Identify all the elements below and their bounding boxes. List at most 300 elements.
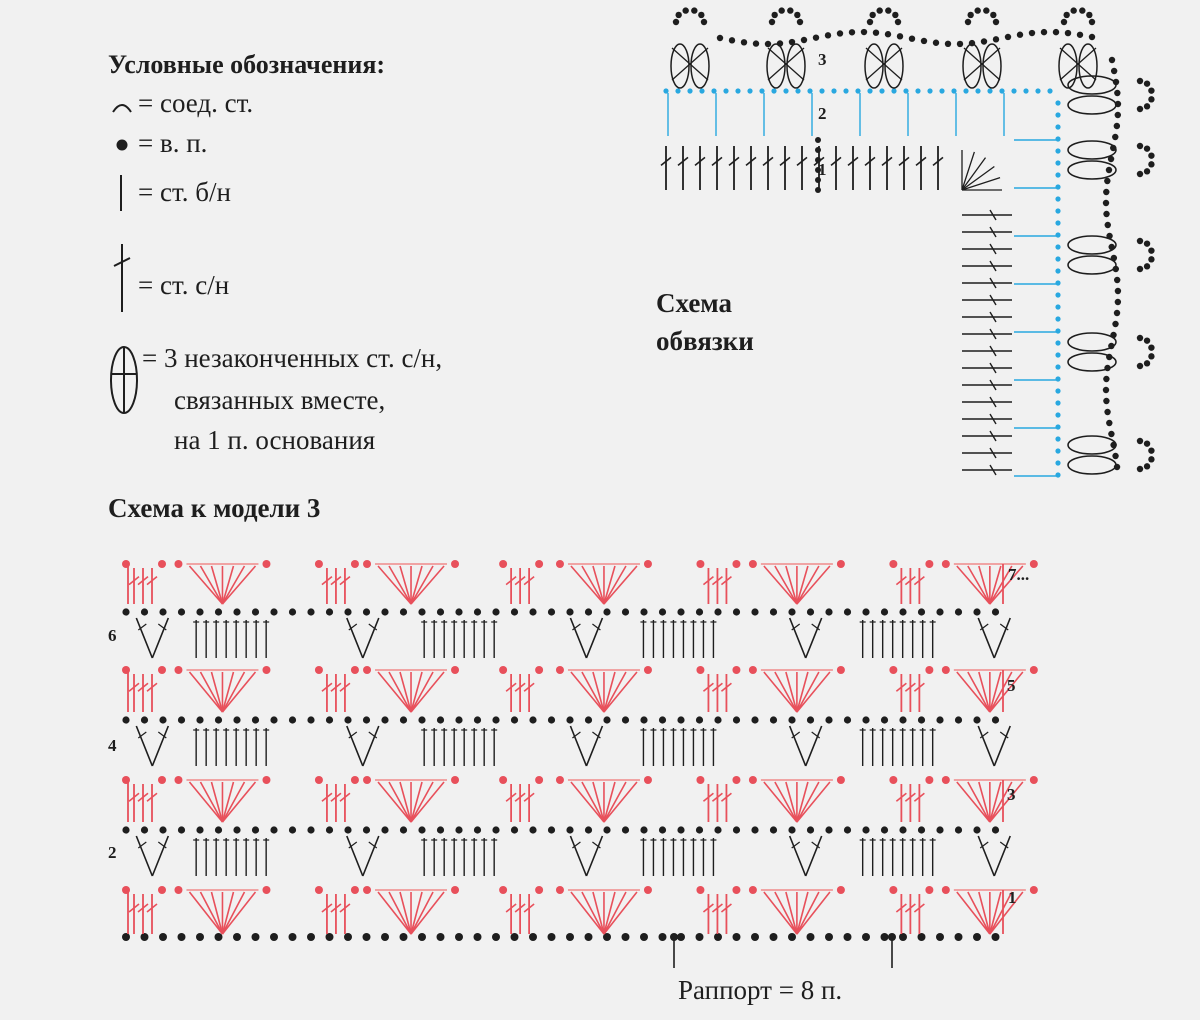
- odd-row-dc: [129, 784, 139, 822]
- even-row-chain-dot: [899, 608, 906, 615]
- foundation-chain-dot: [844, 933, 852, 941]
- odd-row-chain-dot: [942, 886, 950, 894]
- even-row-chain-dot: [400, 826, 407, 833]
- odd-row-chain-dot: [451, 666, 459, 674]
- even-row-chain-dot: [437, 716, 444, 723]
- fan-shell: [174, 886, 270, 934]
- v-stitch: [978, 726, 1010, 766]
- odd-row-chain-dot: [1030, 560, 1038, 568]
- foundation-chain-dot: [270, 933, 278, 941]
- even-row-chain-dot: [825, 826, 832, 833]
- odd-row-chain-dot: [556, 560, 564, 568]
- odd-row-dc: [703, 894, 713, 934]
- even-row-chain-dot: [289, 608, 296, 615]
- foundation-chain-dot: [640, 933, 648, 941]
- odd-row-chain-dot: [942, 666, 950, 674]
- odd-row-dc: [712, 674, 722, 712]
- foundation-chain-dot: [381, 933, 389, 941]
- even-row-chain-dot: [307, 716, 314, 723]
- odd-row-chain-dot: [942, 776, 950, 784]
- odd-row-chain-dot: [262, 560, 270, 568]
- odd-row-dc: [129, 568, 139, 604]
- odd-row-dc: [340, 674, 350, 712]
- odd-row-dc: [340, 894, 350, 934]
- even-row-chain-dot: [326, 826, 333, 833]
- foundation-chain-dot: [492, 933, 500, 941]
- foundation-chain-dot: [770, 933, 778, 941]
- even-row-chain-dot: [918, 716, 925, 723]
- odd-row-chain-dot: [837, 886, 845, 894]
- even-row-chain-dot: [326, 608, 333, 615]
- foundation-chain-dot: [289, 933, 297, 941]
- odd-row-chain-dot: [749, 886, 757, 894]
- foundation-chain-dot: [825, 933, 833, 941]
- fan-shell: [363, 776, 459, 822]
- even-row-chain-dot: [381, 826, 388, 833]
- odd-row-chain-dot: [925, 666, 933, 674]
- even-row-chain-dot: [585, 608, 592, 615]
- odd-row-dc: [147, 568, 157, 604]
- even-row-chain-dot: [307, 826, 314, 833]
- even-row-chain-dot: [122, 826, 129, 833]
- odd-row-chain-dot: [174, 886, 182, 894]
- even-row-chain-dot: [862, 608, 869, 615]
- even-row-chain-dot: [899, 716, 906, 723]
- foundation-chain-dot: [418, 933, 426, 941]
- odd-row-chain-dot: [262, 776, 270, 784]
- fan-shell: [749, 560, 845, 604]
- foundation-chain-dot: [603, 933, 611, 941]
- edging-title-line2: обвязки: [656, 326, 754, 356]
- odd-row-dc: [905, 784, 915, 822]
- even-row-chain-dot: [252, 608, 259, 615]
- odd-row-dc: [896, 894, 906, 934]
- even-row-chain-dot: [714, 716, 721, 723]
- even-row-chain-dot: [770, 608, 777, 615]
- even-row-chain-dot: [751, 826, 758, 833]
- odd-row-dc: [138, 568, 148, 604]
- odd-row-dc: [896, 568, 906, 604]
- foundation-chain-dot: [196, 933, 204, 941]
- odd-row-chain-dot: [925, 560, 933, 568]
- even-row-chain-dot: [363, 716, 370, 723]
- even-row-chain-dot: [955, 826, 962, 833]
- odd-row-dc: [721, 894, 731, 934]
- even-row-chain-dot: [418, 608, 425, 615]
- odd-row-dc: [322, 894, 332, 934]
- even-row-chain-dot: [640, 826, 647, 833]
- main-row-label-3: 3: [1007, 785, 1016, 804]
- foundation-chain-dot: [936, 933, 944, 941]
- odd-row-chain-dot: [644, 560, 652, 568]
- v-stitch: [978, 618, 1010, 658]
- main-row-label-7: 7...: [1008, 565, 1030, 584]
- odd-row-chain-dot: [363, 666, 371, 674]
- foundation-chain-dot: [918, 933, 926, 941]
- even-row-chain-dot: [252, 826, 259, 833]
- odd-row-dc: [506, 568, 516, 604]
- even-row-chain-dot: [862, 716, 869, 723]
- even-row-chain-dot: [233, 826, 240, 833]
- foundation-chain-dot: [862, 933, 870, 941]
- fan-shell: [363, 886, 459, 934]
- main-row-label-4: 4: [108, 736, 117, 755]
- even-row-chain-dot: [770, 826, 777, 833]
- foundation-chain-dot: [807, 933, 815, 941]
- foundation-chain-dot: [881, 933, 889, 941]
- even-row-chain-dot: [548, 608, 555, 615]
- even-row-chain-dot: [511, 826, 518, 833]
- odd-row-chain-dot: [351, 666, 359, 674]
- even-row-chain-dot: [751, 608, 758, 615]
- even-row-chain-dot: [529, 716, 536, 723]
- odd-row-chain-dot: [451, 560, 459, 568]
- odd-row-dc: [322, 674, 332, 712]
- foundation-chain-dot: [529, 933, 537, 941]
- even-row-chain-dot: [973, 608, 980, 615]
- odd-row-dc: [515, 674, 525, 712]
- odd-row-dc: [129, 674, 139, 712]
- even-row-chain-dot: [270, 826, 277, 833]
- fan-shell: [174, 666, 270, 712]
- odd-row-chain-dot: [262, 666, 270, 674]
- odd-row-chain-dot: [351, 560, 359, 568]
- even-row-chain-dot: [474, 716, 481, 723]
- foundation-chain-dot: [973, 933, 981, 941]
- even-row-chain-dot: [289, 826, 296, 833]
- even-row-chain-dot: [252, 716, 259, 723]
- fan-shell: [749, 666, 845, 712]
- foundation-chain-dot: [326, 933, 334, 941]
- odd-row-chain-dot: [451, 886, 459, 894]
- even-row-chain-dot: [881, 826, 888, 833]
- odd-row-dc: [506, 894, 516, 934]
- foundation-chain-dot: [344, 933, 352, 941]
- foundation-chain-dot: [751, 933, 759, 941]
- foundation-chain-dot: [400, 933, 408, 941]
- legend-double-crochet-label: = ст. с/н: [138, 270, 230, 300]
- main-row-label-1: 1: [1008, 888, 1017, 907]
- even-row-chain-dot: [788, 716, 795, 723]
- even-row-chain-dot: [622, 826, 629, 833]
- foundation-chain-dot: [566, 933, 574, 941]
- even-row-chain-dot: [455, 716, 462, 723]
- even-row-chain-dot: [622, 716, 629, 723]
- v-stitch: [347, 836, 379, 876]
- odd-row-chain-dot: [732, 666, 740, 674]
- even-row-chain-dot: [862, 826, 869, 833]
- even-row-chain-dot: [196, 716, 203, 723]
- fan-shell: [363, 666, 459, 712]
- odd-row-chain-dot: [315, 776, 323, 784]
- even-row-chain-dot: [788, 826, 795, 833]
- fan-shell: [174, 776, 270, 822]
- edging-title-line1: Схема: [656, 288, 733, 318]
- foundation-chain-dot: [178, 933, 186, 941]
- odd-row-dc: [331, 894, 341, 934]
- even-row-chain-dot: [270, 608, 277, 615]
- odd-row-chain-dot: [499, 560, 507, 568]
- even-row-chain-dot: [807, 608, 814, 615]
- even-row-chain-dot: [159, 608, 166, 615]
- edging-row-label-2: 2: [818, 104, 827, 123]
- odd-row-dc: [515, 568, 525, 604]
- v-stitch: [570, 618, 602, 658]
- foundation-chain-dot: [677, 933, 685, 941]
- odd-row-dc: [712, 568, 722, 604]
- odd-row-dc: [138, 894, 148, 934]
- fan-shell: [749, 776, 845, 822]
- even-row-chain-dot: [714, 608, 721, 615]
- even-row-chain-dot: [881, 608, 888, 615]
- foundation-chain-dot: [511, 933, 519, 941]
- odd-row-dc: [515, 894, 525, 934]
- even-row-chain-dot: [344, 716, 351, 723]
- even-row-chain-dot: [677, 716, 684, 723]
- fan-shell: [749, 886, 845, 934]
- legend-slip-stitch-label: = соед. ст.: [138, 88, 254, 118]
- even-row-chain-dot: [955, 716, 962, 723]
- odd-row-dc: [506, 674, 516, 712]
- even-row-chain-dot: [733, 826, 740, 833]
- v-stitch: [136, 836, 168, 876]
- foundation-chain-dot: [585, 933, 593, 941]
- main-row-label-6: 6: [108, 626, 117, 645]
- even-row-chain-dot: [159, 826, 166, 833]
- even-row-chain-dot: [566, 826, 573, 833]
- foundation-chain-dot: [899, 933, 907, 941]
- even-row-chain-dot: [529, 826, 536, 833]
- odd-row-dc: [905, 894, 915, 934]
- v-stitch: [136, 618, 168, 658]
- even-row-chain-dot: [548, 716, 555, 723]
- even-row-chain-dot: [289, 716, 296, 723]
- even-row-chain-dot: [455, 608, 462, 615]
- odd-row-dc: [331, 674, 341, 712]
- odd-row-dc: [524, 568, 534, 604]
- even-row-chain-dot: [714, 826, 721, 833]
- even-row-chain-dot: [196, 608, 203, 615]
- even-row-chain-dot: [844, 716, 851, 723]
- odd-row-chain-dot: [837, 560, 845, 568]
- repeat-label: Раппорт = 8 п.: [678, 975, 843, 1005]
- even-row-chain-dot: [992, 608, 999, 615]
- odd-row-chain-dot: [262, 886, 270, 894]
- v-stitch: [347, 726, 379, 766]
- odd-row-dc: [914, 894, 924, 934]
- even-row-chain-dot: [825, 608, 832, 615]
- odd-row-dc: [914, 784, 924, 822]
- odd-row-chain-dot: [889, 666, 897, 674]
- fan-shell: [174, 560, 270, 604]
- foundation-chain-dot: [363, 933, 371, 941]
- even-row-chain-dot: [936, 608, 943, 615]
- odd-row-chain-dot: [942, 560, 950, 568]
- even-row-chain-dot: [381, 716, 388, 723]
- odd-row-dc: [138, 674, 148, 712]
- odd-row-dc: [896, 784, 906, 822]
- even-row-chain-dot: [418, 826, 425, 833]
- odd-row-chain-dot: [556, 886, 564, 894]
- even-row-chain-dot: [881, 716, 888, 723]
- even-row-chain-dot: [918, 826, 925, 833]
- edging-row-label-1: 1: [818, 160, 827, 179]
- odd-row-chain-dot: [535, 776, 543, 784]
- odd-row-chain-dot: [535, 560, 543, 568]
- odd-row-dc: [331, 784, 341, 822]
- fan-shell: [556, 666, 652, 712]
- even-row-chain-dot: [474, 826, 481, 833]
- v-stitch: [790, 618, 822, 658]
- even-row-chain-dot: [992, 826, 999, 833]
- even-row-chain-dot: [844, 608, 851, 615]
- v-stitch: [570, 726, 602, 766]
- even-row-chain-dot: [548, 826, 555, 833]
- odd-row-dc: [524, 674, 534, 712]
- even-row-chain-dot: [307, 608, 314, 615]
- odd-row-chain-dot: [174, 560, 182, 568]
- v-stitch: [136, 726, 168, 766]
- even-row-chain-dot: [807, 826, 814, 833]
- odd-row-chain-dot: [315, 666, 323, 674]
- even-row-chain-dot: [529, 608, 536, 615]
- even-row-chain-dot: [696, 716, 703, 723]
- odd-row-chain-dot: [889, 886, 897, 894]
- v-stitch: [978, 836, 1010, 876]
- even-row-chain-dot: [474, 608, 481, 615]
- even-row-chain-dot: [141, 826, 148, 833]
- even-row-chain-dot: [511, 716, 518, 723]
- foundation-chain-dot: [955, 933, 963, 941]
- even-row-chain-dot: [696, 608, 703, 615]
- even-row-chain-dot: [492, 608, 499, 615]
- odd-row-dc: [506, 784, 516, 822]
- foundation-chain-dot: [455, 933, 463, 941]
- even-row-chain-dot: [233, 608, 240, 615]
- odd-row-chain-dot: [535, 886, 543, 894]
- odd-row-dc: [147, 674, 157, 712]
- odd-row-chain-dot: [315, 886, 323, 894]
- even-row-chain-dot: [400, 608, 407, 615]
- odd-row-dc: [322, 568, 332, 604]
- even-row-chain-dot: [936, 826, 943, 833]
- legend-cluster-label: = 3 незаконченных ст. с/н,: [142, 343, 443, 373]
- even-row-chain-dot: [344, 608, 351, 615]
- foundation-chain-dot: [233, 933, 241, 941]
- even-row-chain-dot: [455, 826, 462, 833]
- foundation-chain-dot: [159, 933, 167, 941]
- even-row-chain-dot: [659, 826, 666, 833]
- even-row-chain-dot: [677, 608, 684, 615]
- foundation-chain-dot: [622, 933, 630, 941]
- even-row-chain-dot: [918, 608, 925, 615]
- odd-row-chain-dot: [696, 886, 704, 894]
- even-row-chain-dot: [326, 716, 333, 723]
- odd-row-chain-dot: [644, 776, 652, 784]
- even-row-chain-dot: [566, 608, 573, 615]
- v-stitch: [790, 726, 822, 766]
- odd-row-chain-dot: [837, 666, 845, 674]
- legend-title: Условные обозначения:: [108, 50, 386, 79]
- even-row-chain-dot: [936, 716, 943, 723]
- odd-row-chain-dot: [1030, 776, 1038, 784]
- odd-row-dc: [712, 784, 722, 822]
- even-row-chain-dot: [215, 608, 222, 615]
- even-row-chain-dot: [233, 716, 240, 723]
- v-stitch: [570, 836, 602, 876]
- even-row-chain-dot: [215, 826, 222, 833]
- fan-shell: [942, 666, 1038, 712]
- even-row-chain-dot: [585, 826, 592, 833]
- even-row-chain-dot: [418, 716, 425, 723]
- odd-row-dc: [905, 674, 915, 712]
- odd-row-chain-dot: [499, 886, 507, 894]
- even-row-chain-dot: [159, 716, 166, 723]
- odd-row-dc: [340, 784, 350, 822]
- odd-row-dc: [896, 674, 906, 712]
- even-row-chain-dot: [492, 716, 499, 723]
- legend-single-crochet-label: = ст. б/н: [138, 177, 231, 207]
- odd-row-dc: [129, 894, 139, 934]
- odd-row-chain-dot: [925, 886, 933, 894]
- odd-row-chain-dot: [1030, 886, 1038, 894]
- even-row-chain-dot: [363, 826, 370, 833]
- even-row-chain-dot: [603, 716, 610, 723]
- odd-row-chain-dot: [732, 776, 740, 784]
- odd-row-dc: [524, 894, 534, 934]
- even-row-chain-dot: [992, 716, 999, 723]
- foundation-chain-dot: [307, 933, 315, 941]
- odd-row-chain-dot: [158, 776, 166, 784]
- odd-row-chain-dot: [925, 776, 933, 784]
- odd-row-dc: [524, 784, 534, 822]
- fan-shell: [556, 886, 652, 934]
- odd-row-chain-dot: [499, 666, 507, 674]
- odd-row-dc: [721, 568, 731, 604]
- odd-row-dc: [340, 568, 350, 604]
- odd-row-chain-dot: [363, 560, 371, 568]
- even-row-chain-dot: [751, 716, 758, 723]
- even-row-chain-dot: [899, 826, 906, 833]
- foundation-chain-dot: [548, 933, 556, 941]
- odd-row-dc: [138, 784, 148, 822]
- even-row-chain-dot: [659, 608, 666, 615]
- foundation-chain-dot: [437, 933, 445, 941]
- even-row-chain-dot: [640, 608, 647, 615]
- even-row-chain-dot: [196, 826, 203, 833]
- odd-row-dc: [703, 674, 713, 712]
- odd-row-chain-dot: [837, 776, 845, 784]
- even-row-chain-dot: [603, 826, 610, 833]
- odd-row-dc: [905, 568, 915, 604]
- odd-row-chain-dot: [644, 666, 652, 674]
- even-row-chain-dot: [696, 826, 703, 833]
- even-row-chain-dot: [178, 826, 185, 833]
- even-row-chain-dot: [973, 716, 980, 723]
- odd-row-dc: [331, 568, 341, 604]
- odd-row-chain-dot: [363, 886, 371, 894]
- odd-row-chain-dot: [889, 776, 897, 784]
- fan-shell: [942, 886, 1038, 934]
- even-row-chain-dot: [585, 716, 592, 723]
- odd-row-chain-dot: [556, 776, 564, 784]
- even-row-chain-dot: [363, 608, 370, 615]
- foundation-chain-dot: [788, 933, 796, 941]
- even-row-chain-dot: [844, 826, 851, 833]
- even-row-chain-dot: [400, 716, 407, 723]
- odd-row-chain-dot: [174, 666, 182, 674]
- odd-row-dc: [703, 568, 713, 604]
